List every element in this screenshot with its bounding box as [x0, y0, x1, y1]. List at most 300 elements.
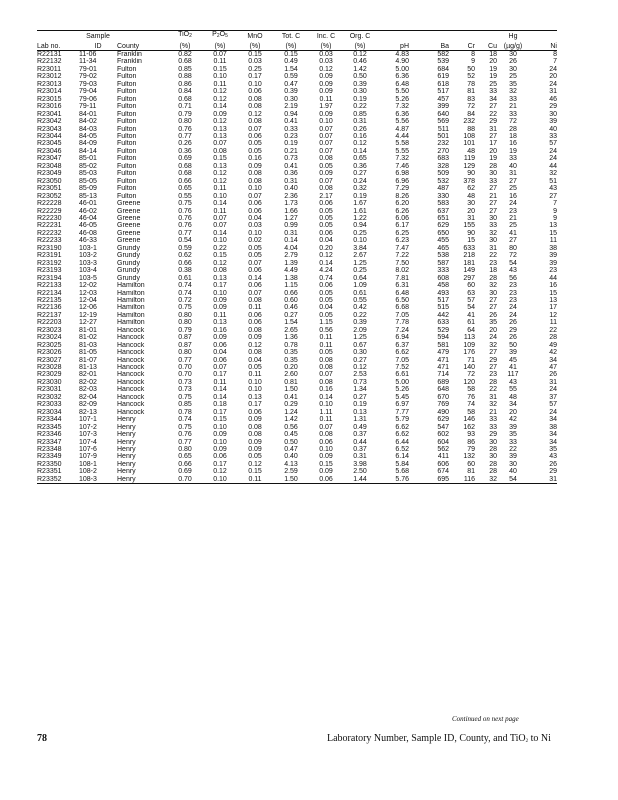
cell-cr: 83	[467, 95, 475, 103]
table-row	[37, 401, 557, 408]
table-row	[37, 148, 557, 155]
cell-p2o5: 0.14	[213, 229, 227, 237]
cell-ni: 57	[549, 401, 557, 409]
cell-hg: 33	[509, 155, 517, 163]
cell-ba: 539	[437, 58, 449, 66]
table-row	[37, 237, 557, 244]
cell-ph: 6.36	[395, 110, 409, 118]
cell-inorganic-carbon: 0.12	[319, 252, 333, 260]
cell-p2o5: 0.10	[213, 237, 227, 245]
cell-cr: 88	[467, 125, 475, 133]
table-row	[37, 215, 557, 222]
cell-ni: 24	[549, 147, 557, 155]
cell-p2o5: 0.08	[213, 267, 227, 275]
cell-mno: 0.06	[248, 132, 262, 140]
cell-organic-carbon: 0.32	[353, 185, 367, 193]
cell-hg: 25	[509, 222, 517, 230]
cell-p2o5: 0.04	[213, 349, 227, 357]
cell-inorganic-carbon: 0.03	[319, 51, 333, 58]
cell-lab-no: R23027	[37, 356, 62, 364]
cell-cr: 62	[467, 185, 475, 193]
cell-hg: 40	[509, 468, 517, 476]
cell-ph: 7.78	[395, 319, 409, 327]
cell-county: Fulton	[117, 95, 137, 103]
cell-sample-id: 85-02	[79, 162, 97, 170]
cell-p2o5: 0.07	[213, 140, 227, 148]
cell-cu: 32	[475, 476, 497, 484]
cell-ba: 442	[437, 311, 449, 319]
cell-mno: 0.05	[248, 140, 262, 148]
cell-cu: 22	[489, 386, 497, 394]
cell-cr: 101	[463, 140, 475, 148]
cell-total-carbon: 0.56	[284, 423, 298, 431]
cell-tio: 0.78	[178, 408, 192, 416]
cell-lab-no: R23350	[37, 460, 62, 468]
cell-ph: 6.44	[395, 438, 409, 446]
table-row	[37, 312, 557, 319]
cell-hg: 25	[509, 73, 517, 81]
cell-cu: 28	[489, 162, 497, 170]
cell-hg: 55	[509, 386, 517, 394]
cell-county: Hamilton	[117, 282, 145, 290]
cell-tio: 0.76	[178, 207, 192, 215]
cell-tio: 0.88	[178, 73, 192, 81]
cell-sample-id: 81-01	[79, 326, 97, 334]
cell-p2o5: 0.13	[213, 162, 227, 170]
cell-cu: 20	[489, 326, 497, 334]
cell-mno: 0.08	[248, 177, 262, 185]
cell-total-carbon: 0.46	[284, 304, 298, 312]
cell-county: Fulton	[117, 132, 137, 140]
cell-mno: 0.08	[248, 296, 262, 304]
cell-p2o5: 0.17	[213, 282, 227, 290]
cell-p2o5: 0.11	[213, 80, 227, 88]
cell-tio: 0.87	[178, 341, 192, 349]
cell-mno: 0.06	[248, 207, 262, 215]
cell-ni: 38	[549, 423, 557, 431]
table-row	[37, 453, 557, 460]
cell-county: Fulton	[117, 73, 137, 81]
cell-ph: 6.14	[395, 453, 409, 461]
cell-cr: 109	[463, 341, 475, 349]
header-ph: pH	[377, 40, 409, 51]
cell-ni: 32	[549, 170, 557, 178]
cell-ph: 6.26	[395, 207, 409, 215]
cell-sample-id: 84-03	[79, 125, 97, 133]
cell-ni: 43	[549, 185, 557, 193]
cell-mno: 0.14	[248, 274, 262, 282]
cell-ba: 455	[437, 237, 449, 245]
cell-inorganic-carbon: 0.14	[319, 393, 333, 401]
cell-sample-id: 107-3	[79, 431, 97, 439]
cell-organic-carbon: 0.39	[353, 319, 367, 327]
cell-sample-id: 108-2	[79, 468, 97, 476]
cell-lab-no: R23345	[37, 423, 62, 431]
cell-ni: 7	[553, 58, 557, 66]
cell-cr: 60	[467, 282, 475, 290]
cell-total-carbon: 0.41	[284, 393, 298, 401]
table-row	[37, 379, 557, 386]
cell-mno: 0.12	[248, 341, 262, 349]
cell-cr: 72	[467, 103, 475, 111]
cell-ni: 57	[549, 140, 557, 148]
cell-p2o5: 0.16	[213, 326, 227, 334]
cell-cu: 30	[489, 170, 497, 178]
cell-p2o5: 0.12	[213, 95, 227, 103]
table-row	[37, 155, 557, 162]
cell-tio: 0.59	[178, 244, 192, 252]
cell-total-carbon: 0.50	[284, 438, 298, 446]
cell-ph: 6.48	[395, 80, 409, 88]
cell-organic-carbon: 0.27	[353, 393, 367, 401]
cell-mno: 0.05	[248, 453, 262, 461]
cell-mno: 0.09	[248, 416, 262, 424]
cell-mno: 0.09	[248, 162, 262, 170]
cell-cr: 58	[467, 408, 475, 416]
cell-tio: 0.68	[178, 170, 192, 178]
cell-mno: 0.15	[248, 468, 262, 476]
cell-tio: 0.76	[178, 214, 192, 222]
cell-ba: 648	[437, 386, 449, 394]
cell-lab-no: R23046	[37, 147, 62, 155]
cell-ba: 689	[437, 378, 449, 386]
cell-sample-id: 103-1	[79, 244, 97, 252]
cell-ph: 5.79	[395, 416, 409, 424]
cell-mno: 0.11	[248, 304, 262, 312]
cell-sample-id: 107-6	[79, 446, 97, 454]
cell-ph: 6.61	[395, 371, 409, 379]
cell-cu: 21	[489, 408, 497, 416]
cell-ni: 15	[549, 289, 557, 297]
cell-mno: 0.06	[248, 282, 262, 290]
cell-lab-no: R23193	[37, 267, 62, 275]
cell-tio: 0.84	[178, 88, 192, 96]
cell-ba: 333	[437, 267, 449, 275]
cell-sample-id: 12-06	[79, 304, 97, 312]
cell-p2o5: 0.07	[213, 222, 227, 230]
header-lab-no: Lab no.	[37, 40, 79, 51]
cell-ni: 34	[549, 438, 557, 446]
header-total-carbon: Tot. C	[281, 33, 301, 40]
cell-ni: 11	[549, 237, 557, 245]
cell-total-carbon: 0.94	[284, 110, 298, 118]
cell-inorganic-carbon: 0.09	[319, 468, 333, 476]
cell-mno: 0.07	[248, 259, 262, 267]
cell-organic-carbon: 0.12	[353, 140, 367, 148]
cell-county: Hancock	[117, 326, 145, 334]
cell-inorganic-carbon: 0.05	[319, 222, 333, 230]
cell-tio: 0.86	[178, 80, 192, 88]
cell-cr: 74	[467, 401, 475, 409]
cell-county: Hancock	[117, 349, 145, 357]
cell-hg: 56	[509, 274, 517, 282]
cell-county: Hamilton	[117, 296, 145, 304]
cell-hg: 21	[509, 214, 517, 222]
cell-ni: 17	[549, 304, 557, 312]
cell-ph: 6.31	[395, 282, 409, 290]
cell-cr: 20	[467, 207, 475, 215]
cell-p2o5: 0.17	[213, 408, 227, 416]
cell-cu: 28	[489, 446, 497, 454]
unit-tio: (%)	[167, 40, 203, 51]
cell-total-carbon: 1.73	[284, 200, 298, 208]
cell-mno: 0.06	[248, 267, 262, 275]
cell-hg: 28	[509, 125, 517, 133]
unit-inorganic-carbon: (%)	[309, 40, 343, 51]
cell-cr: 93	[467, 431, 475, 439]
cell-lab-no: R23015	[37, 95, 62, 103]
cell-p2o5: 0.10	[213, 438, 227, 446]
cell-organic-carbon: 2.67	[353, 252, 367, 260]
cell-hg: 54	[509, 259, 517, 267]
cell-organic-carbon: 0.19	[353, 95, 367, 103]
cell-p2o5: 0.07	[213, 214, 227, 222]
cell-ni: 7	[553, 200, 557, 208]
cell-ba: 582	[437, 51, 449, 58]
cell-tio: 0.77	[178, 229, 192, 237]
cell-mno: 0.12	[248, 110, 262, 118]
cell-ni: 42	[549, 349, 557, 357]
cell-inorganic-carbon: 0.08	[319, 356, 333, 364]
cell-p2o5: 0.13	[213, 274, 227, 282]
table-row	[37, 222, 557, 229]
cell-cu: 32	[489, 341, 497, 349]
cell-ba: 493	[437, 289, 449, 297]
cell-county: Fulton	[117, 80, 137, 88]
cell-ni: 24	[549, 80, 557, 88]
cell-ni: 24	[549, 65, 557, 73]
cell-tio: 0.77	[178, 132, 192, 140]
cell-cu: 31	[489, 244, 497, 252]
cell-ph: 7.81	[395, 274, 409, 282]
cell-lab-no: R23044	[37, 132, 62, 140]
cell-county: Greene	[117, 207, 141, 215]
table-row	[37, 133, 557, 140]
cell-lab-no: R22132	[37, 58, 62, 66]
cell-inorganic-carbon: 0.10	[319, 401, 333, 409]
cell-ph: 6.37	[395, 341, 409, 349]
cell-hg: 27	[509, 177, 517, 185]
cell-cu: 30	[489, 438, 497, 446]
cell-hg: 117	[507, 371, 519, 379]
cell-lab-no: R23191	[37, 252, 62, 260]
table-row	[37, 178, 557, 185]
cell-county: Grundy	[117, 244, 140, 252]
cell-organic-carbon: 1.09	[353, 282, 367, 290]
cell-sample-id: 85-05	[79, 177, 97, 185]
cell-lab-no: R23041	[37, 110, 62, 118]
cell-county: Hancock	[117, 341, 145, 349]
cell-sample-id: 84-05	[79, 132, 97, 140]
cell-p2o5: 0.09	[213, 431, 227, 439]
cell-organic-carbon: 0.36	[353, 162, 367, 170]
cell-p2o5: 0.22	[213, 244, 227, 252]
cell-ph: 5.84	[395, 460, 409, 468]
cell-cr: 86	[467, 438, 475, 446]
cell-cu: 27	[489, 132, 497, 140]
cell-ni: 35	[549, 446, 557, 454]
table-row	[37, 364, 557, 371]
cell-hg: 35	[509, 80, 517, 88]
cell-ba: 714	[437, 371, 449, 379]
cell-county: Hamilton	[117, 311, 145, 319]
cell-p2o5: 0.10	[213, 423, 227, 431]
cell-county: Fulton	[117, 155, 137, 163]
cell-inorganic-carbon: 0.10	[319, 118, 333, 126]
cell-hg: 45	[509, 356, 517, 364]
cell-organic-carbon: 0.50	[353, 73, 367, 81]
cell-ni: 23	[549, 267, 557, 275]
cell-ph: 6.62	[395, 423, 409, 431]
cell-total-carbon: 0.15	[284, 51, 298, 58]
cell-inorganic-carbon: 0.09	[319, 110, 333, 118]
cell-organic-carbon: 0.39	[353, 80, 367, 88]
cell-county: Fulton	[117, 110, 137, 118]
cell-sample-id: 81-02	[79, 334, 97, 342]
cell-ba: 674	[437, 468, 449, 476]
cell-organic-carbon: 0.14	[353, 147, 367, 155]
cell-county: Grundy	[117, 274, 140, 282]
cell-cr: 58	[467, 386, 475, 394]
cell-ni: 9	[553, 207, 557, 215]
cell-mno: 0.07	[248, 125, 262, 133]
cell-p2o5: 0.14	[213, 103, 227, 111]
cell-ba: 604	[437, 438, 449, 446]
table-row	[37, 319, 557, 326]
cell-total-carbon: 1.24	[284, 408, 298, 416]
cell-lab-no: R23194	[37, 274, 62, 282]
cell-cu: 29	[489, 431, 497, 439]
cell-tio: 0.85	[178, 401, 192, 409]
cell-sample-id: 82-03	[79, 386, 97, 394]
cell-total-carbon: 1.36	[284, 334, 298, 342]
table-row	[37, 73, 557, 80]
cell-tio: 0.76	[178, 431, 192, 439]
cell-total-carbon: 1.27	[284, 214, 298, 222]
cell-p2o5: 0.07	[213, 51, 227, 58]
cell-ba: 640	[437, 110, 449, 118]
cell-ba: 328	[437, 162, 449, 170]
cell-ni: 40	[549, 125, 557, 133]
cell-mno: 0.15	[248, 51, 262, 58]
cell-cr: 181	[463, 259, 475, 267]
cell-county: Fulton	[117, 185, 137, 193]
cell-p2o5: 0.09	[213, 304, 227, 312]
cell-hg: 21	[509, 103, 517, 111]
header-county: County	[117, 40, 167, 51]
cell-organic-carbon: 0.22	[353, 311, 367, 319]
page-number: 78	[37, 733, 47, 744]
cell-county: Grundy	[117, 259, 140, 267]
cell-total-carbon: 0.20	[284, 364, 298, 372]
cell-inorganic-carbon: 1.11	[319, 408, 333, 416]
cell-ba: 471	[437, 364, 449, 372]
cell-organic-carbon: 0.61	[353, 289, 367, 297]
cell-organic-carbon: 3.84	[353, 244, 367, 252]
cell-tio: 0.71	[178, 103, 192, 111]
table-row	[37, 170, 557, 177]
header-cr: Cr	[449, 40, 475, 51]
cell-county: Henry	[117, 453, 136, 461]
cell-inorganic-carbon: 0.11	[319, 341, 333, 349]
cell-sample-id: 107-4	[79, 438, 97, 446]
cell-cu: 18	[489, 267, 497, 275]
cell-sample-id: 79-03	[79, 80, 97, 88]
cell-cu: 17	[489, 140, 497, 148]
cell-sample-id: 82-04	[79, 393, 97, 401]
cell-ph: 5.58	[395, 140, 409, 148]
cell-organic-carbon: 0.37	[353, 446, 367, 454]
cell-p2o5: 0.13	[213, 132, 227, 140]
cell-sample-id: 12-19	[79, 311, 97, 319]
cell-ph: 6.23	[395, 237, 409, 245]
cell-mno: 0.05	[248, 364, 262, 372]
cell-ni: 11	[549, 319, 557, 327]
cell-lab-no: R22136	[37, 304, 62, 312]
cell-ph: 7.29	[395, 185, 409, 193]
cell-county: Greene	[117, 200, 141, 208]
cell-ni: 47	[549, 364, 557, 372]
cell-hg: 23	[509, 296, 517, 304]
cell-ba: 651	[437, 214, 449, 222]
cell-sample-id: 12-02	[79, 282, 97, 290]
cell-organic-carbon: 0.64	[353, 274, 367, 282]
cell-mno: 0.06	[248, 311, 262, 319]
cell-tio: 0.79	[178, 110, 192, 118]
cell-sample-id: 103-4	[79, 267, 97, 275]
table-row	[37, 230, 557, 237]
cell-total-carbon: 1.38	[284, 274, 298, 282]
cell-ba: 581	[437, 341, 449, 349]
cell-ph: 5.55	[395, 147, 409, 155]
cell-mno: 0.17	[248, 401, 262, 409]
cell-ph: 7.05	[395, 356, 409, 364]
cell-organic-carbon: 1.61	[353, 207, 367, 215]
cell-sample-id: 79-01	[79, 65, 97, 73]
unit-total-carbon: (%)	[273, 40, 309, 51]
cell-ph: 6.20	[395, 200, 409, 208]
table-row	[37, 252, 557, 259]
cell-inorganic-carbon: 0.09	[319, 170, 333, 178]
table-row	[37, 468, 557, 475]
table-row	[37, 431, 557, 438]
cell-total-carbon: 2.36	[284, 192, 298, 200]
cell-cr: 31	[467, 214, 475, 222]
cell-cu: 33	[489, 177, 497, 185]
cell-cr: 41	[467, 311, 475, 319]
cell-mno: 0.12	[248, 460, 262, 468]
cell-organic-carbon: 1.25	[353, 259, 367, 267]
cell-ph: 5.00	[395, 65, 409, 73]
cell-county: Hancock	[117, 393, 145, 401]
cell-mno: 0.06	[248, 88, 262, 96]
cell-inorganic-carbon: 0.05	[319, 214, 333, 222]
cell-inorganic-carbon: 0.74	[319, 274, 333, 282]
cell-organic-carbon: 0.24	[353, 177, 367, 185]
cell-ba: 517	[437, 296, 449, 304]
cell-county: Henry	[117, 460, 136, 468]
cell-p2o5: 0.15	[213, 252, 227, 260]
cell-ba: 583	[437, 200, 449, 208]
cell-cr: 63	[467, 289, 475, 297]
cell-mno: 0.04	[248, 356, 262, 364]
cell-total-carbon: 0.73	[284, 155, 298, 163]
cell-tio: 0.73	[178, 386, 192, 394]
cell-lab-no: R23034	[37, 408, 62, 416]
cell-total-carbon: 0.40	[284, 185, 298, 193]
table-row	[37, 334, 557, 341]
cell-p2o5: 0.12	[213, 170, 227, 178]
